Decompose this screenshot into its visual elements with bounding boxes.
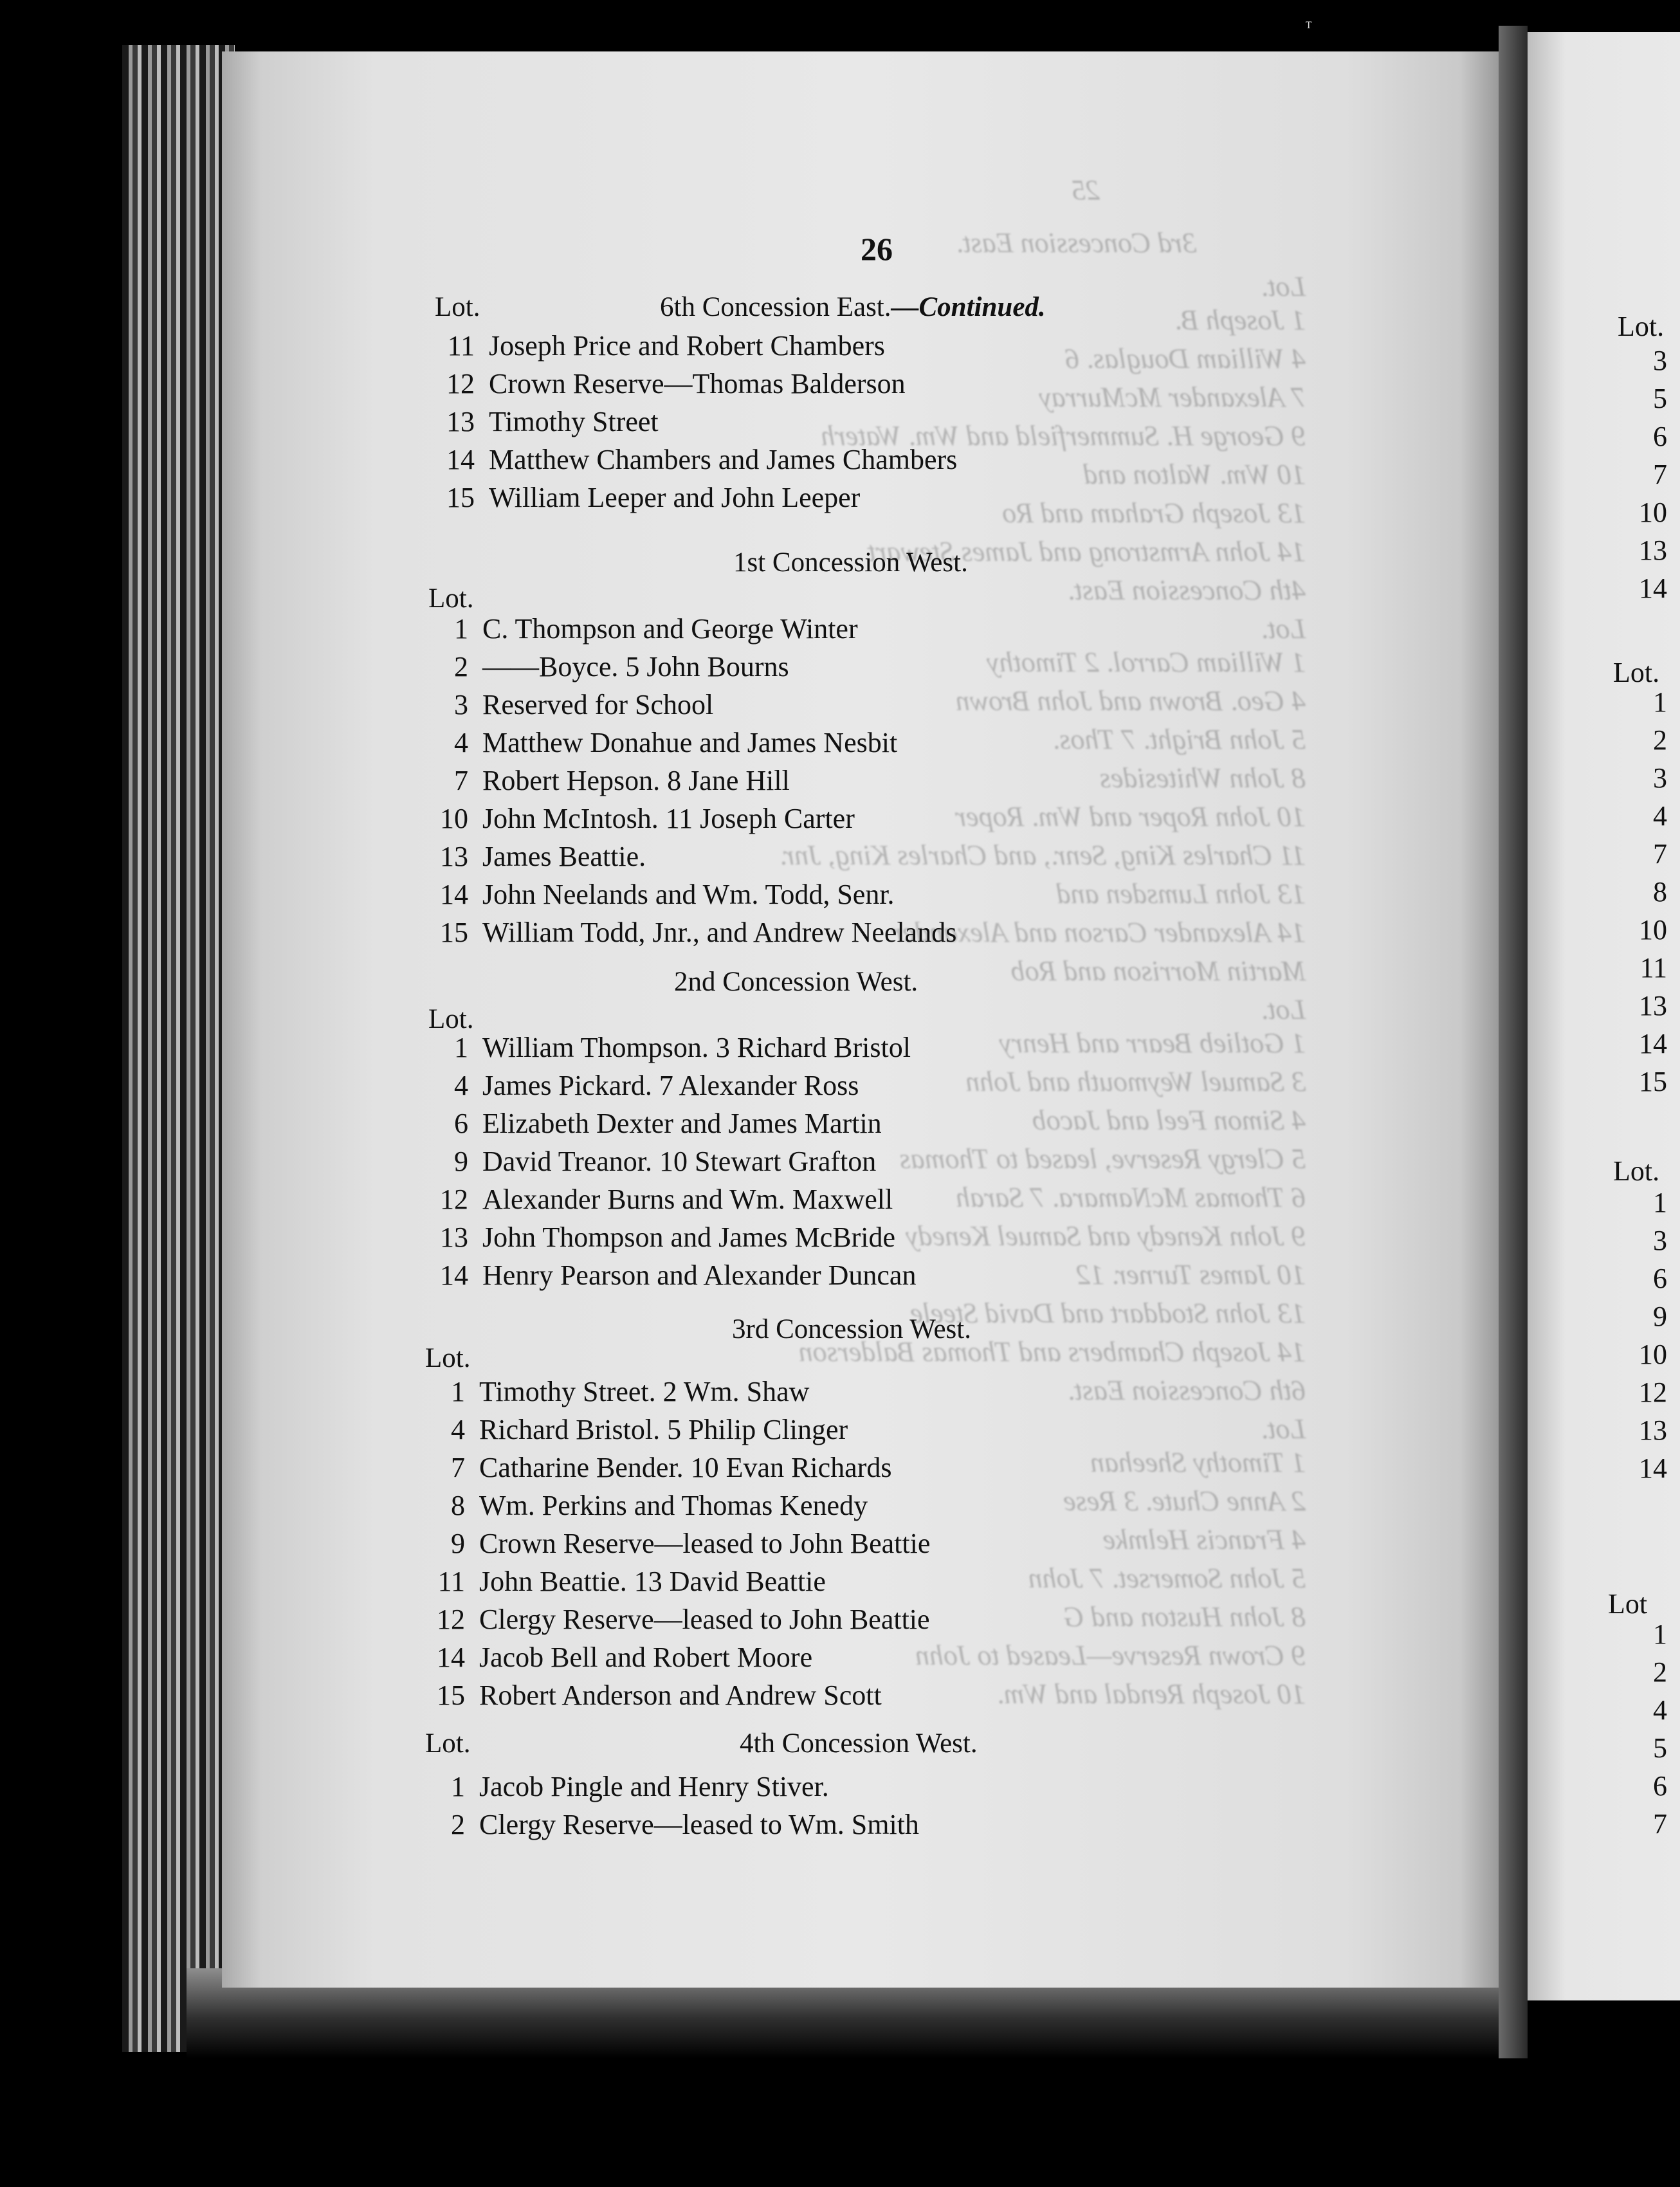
lot-number: 4 [454,727,468,758]
right-lot-number: 3 [1653,1225,1667,1256]
lot-number: 14 [437,1642,465,1673]
lot-owner: Elizabeth Dexter and James Martin [482,1108,882,1139]
right-lot-number: 12 [1639,1377,1667,1408]
right-lot-number: 13 [1639,535,1667,566]
right-lot-number: 11 [1639,952,1667,984]
right-lot-number: 5 [1653,383,1667,414]
lot-number: 9 [451,1528,465,1559]
lot-number: 1 [454,1032,468,1063]
lot-entry [412,1641,812,1674]
lot-entry [415,1069,859,1102]
lot-entry [422,367,906,400]
section-heading [660,291,1046,323]
ghost-line: Martin Morrison and Rob [1010,955,1306,987]
lot-owner: Crown Reserve—leased to John Beattie [479,1528,931,1559]
right-lot-number: 14 [1639,1028,1667,1059]
lot-owner: Robert Anderson and Andrew Scott [479,1679,882,1711]
section-heading-continued: —Continued. [891,292,1046,322]
page-number: 26 [861,231,893,267]
lot-entry [422,481,860,514]
right-lot-label: Lot. [1613,657,1660,688]
lot-entry [412,1527,930,1560]
right-lot-number: 6 [1653,421,1667,452]
lot-number: 7 [451,1452,465,1483]
right-lot-number: 2 [1653,724,1667,756]
lot-number: 4 [451,1414,465,1445]
lot-column-label: Lot. [425,1343,471,1373]
lot-owner: James Beattie. [482,841,646,872]
lot-owner: Richard Bristol. 5 Philip Clinger [479,1414,848,1445]
ghost-line: 10 Wm. Walton and [1083,459,1306,490]
lot-owner: Matthew Donahue and James Nesbit [482,727,898,758]
right-lot-number: 10 [1639,497,1667,528]
lot-number: 11 [447,330,475,361]
lot-column-label: Lot. [428,1004,474,1034]
lot-owner: Robert Hepson. 8 Jane Hill [482,765,790,796]
lot-column-label: Lot. [435,292,480,322]
lot-owner: Catharine Bender. 10 Evan Richards [479,1452,892,1483]
right-lot-number: 10 [1639,1339,1667,1370]
ghost-line: 13 Joseph Graham and Ro [1002,497,1306,529]
ghost-line: 4 William Douglas. 6 [1064,343,1306,374]
lot-number: 15 [446,482,475,513]
right-lot-number: 4 [1653,1694,1667,1726]
scan-speck: ᵀ [1306,18,1312,37]
lot-owner: Alexander Burns and Wm. Maxwell [482,1184,893,1215]
ghost-line: 13 John Stoddart and David Steele [910,1297,1306,1329]
lot-entry [412,1808,919,1841]
right-lot-number: 8 [1653,876,1667,908]
lot-number: 6 [454,1108,468,1139]
lot-entry [415,840,646,873]
section-heading-text: 4th Concession West. [740,1728,978,1759]
lot-owner: James Pickard. 7 Alexander Ross [482,1070,859,1101]
ghost-line: 9 George H. Summerfield and Wm. Waterh [821,420,1306,452]
ghost-line: 9 Crown Reserve—Leased to John [915,1640,1306,1671]
lot-column-label: Lot. [428,583,474,614]
section-heading [732,1313,971,1345]
ghost-line: 4 Francis Helmke [1102,1524,1306,1555]
right-lot-number: 4 [1653,800,1667,832]
lot-owner: Jacob Pingle and Henry Stiver. [479,1771,829,1802]
lot-entry [422,329,885,362]
right-lot-number: 1 [1653,1187,1667,1218]
lot-number: 13 [440,841,468,872]
lot-entry [412,1413,848,1446]
right-lot-number: 13 [1639,990,1667,1021]
lot-owner: John Neelands and Wm. Todd, Senr. [482,879,895,910]
ghost-line: 14 Alexander Carson and Alexander [891,917,1306,948]
ghost-line: 10 James Turner. 12 [1076,1259,1306,1290]
lot-owner: Jacob Bell and Robert Moore [479,1642,813,1673]
lot-entry [415,1031,911,1064]
section-heading-text: 1st Concession West. [733,547,968,578]
lot-number: 12 [446,368,475,399]
lot-column-label: Lot. [425,1728,471,1759]
ghost-line: 4 Geo. Brown and John Brown [955,685,1306,717]
lot-number: 8 [451,1490,465,1521]
ghost-line: 10 John Roper and Wm. Roper [954,801,1306,832]
lot-entry [422,405,659,438]
lot-number: 14 [440,1259,468,1291]
lot-owner: William Leeper and John Leeper [489,482,861,513]
lot-owner: ——Boyce. 5 John Bourns [482,651,789,682]
lot-owner: Matthew Chambers and James Chambers [489,444,958,475]
lot-owner: Clergy Reserve—leased to John Beattie [479,1604,930,1635]
lot-entry [415,764,790,797]
lot-entry [412,1603,930,1636]
lot-entry [412,1770,829,1803]
lot-entry [415,878,895,911]
lot-owner: William Thompson. 3 Richard Bristol [482,1032,911,1063]
lot-number: 2 [454,651,468,682]
lot-owner: Reserved for School [482,689,714,720]
ghost-line: 4th Concession East. [1067,574,1306,606]
ghost-line: 10 Joseph Rendal and Wm. [996,1678,1306,1710]
lot-entry [415,1145,876,1178]
ghost-line: 9 John Kenedy and Samuel Kenedy [906,1220,1306,1252]
ghost-line: 11 Charles King, Senr., and Charles King, Jnr. [779,839,1306,871]
ghost-line: 2 Anne Chute. 3 Rese [1063,1485,1306,1517]
ghost-line: 1 Joseph B. [1174,304,1306,336]
lot-number: 9 [454,1146,468,1177]
lot-number: 2 [451,1809,465,1840]
right-lot-number: 14 [1639,572,1667,604]
right-lot-label: Lot [1608,1588,1648,1620]
ghost-line: 6 Thomas McNamara. 7 Sarah [956,1182,1306,1213]
lot-entry [422,443,957,476]
lot-number: 1 [451,1376,465,1407]
lot-entry [415,726,897,759]
ghost-line: 6th Concession East. [1067,1375,1306,1406]
ghost-line: 5 John Somerset. 7 John [1028,1562,1306,1594]
right-lot-number: 7 [1653,838,1667,870]
section-heading [674,966,918,998]
lot-entry [415,688,713,721]
lot-owner: Joseph Price and Robert Chambers [489,330,885,361]
ghost-header: 3rd Concession East. [956,227,1196,259]
lot-number: 14 [446,444,475,475]
lot-owner: William Todd, Jnr., and Andrew Neelands [482,917,957,948]
lot-number: 10 [440,803,468,834]
ghost-line: 1 William Carrol. 2 Timothy [987,646,1306,678]
right-lot-number: 6 [1653,1263,1667,1294]
right-lot-number: 2 [1653,1656,1667,1688]
lot-number: 3 [454,689,468,720]
lot-number: 12 [440,1184,468,1215]
lot-entry [415,612,858,645]
ghost-line: 5 Clergy Reserve, leased to Thomas [899,1143,1306,1175]
ghost-line: 1 Timothy Sheehan [1090,1447,1306,1478]
right-lot-number: 5 [1653,1732,1667,1764]
right-lot-number: 7 [1653,459,1667,490]
lot-number: 12 [437,1604,465,1635]
right-lot-number: 10 [1639,914,1667,946]
ghost-line: 8 John Huston and G [1063,1601,1306,1633]
right-lot-number: 13 [1639,1414,1667,1446]
lot-owner: John Thompson and James McBride [482,1222,896,1253]
ghost-line: 1 Gotlieb Bearr and Henry [999,1027,1306,1059]
lot-entry [412,1375,809,1408]
lot-entry [412,1489,868,1522]
ghost-page-number: 25 [1072,174,1100,206]
lot-number: 11 [437,1566,465,1597]
ghost-line: Lot. [1261,613,1306,645]
right-lot-number: 15 [1639,1066,1667,1097]
lot-owner: Timothy Street. 2 Wm. Shaw [479,1376,810,1407]
right-lot-number: 9 [1653,1301,1667,1332]
lot-owner: Crown Reserve—Thomas Balderson [489,368,906,399]
ghost-line: 8 John Whitesides [1099,762,1306,794]
lot-owner: Wm. Perkins and Thomas Kenedy [479,1490,868,1521]
lot-number: 15 [440,917,468,948]
lot-owner: Clergy Reserve—leased to Wm. Smith [479,1809,919,1840]
ghost-line: 4 Simon Feel and Jacob [1032,1104,1306,1136]
right-lot-number: 1 [1653,686,1667,718]
lot-number: 4 [454,1070,468,1101]
lot-entry [415,916,956,949]
lot-entry [415,1221,895,1254]
right-lot-number: 14 [1639,1452,1667,1484]
lot-number: 13 [446,406,475,437]
lot-owner: Timothy Street [489,406,659,437]
right-lot-number: 7 [1653,1808,1667,1840]
lot-number: 1 [451,1771,465,1802]
ghost-line: Lot. [1261,994,1306,1025]
lot-entry [415,1183,893,1216]
book-page-edges [122,45,235,2052]
lot-owner: David Treanor. 10 Stewart Grafton [482,1146,877,1177]
ghost-line: 3 Samuel Weymouth and John [965,1066,1306,1097]
lot-number: 15 [437,1679,465,1711]
ghost-line: Lot. [1261,1413,1306,1445]
right-lot-number: 3 [1653,345,1667,376]
right-lot-label: Lot. [1613,1155,1660,1187]
book-gutter [1499,26,1528,2058]
section-heading [733,547,968,578]
lot-entry [415,802,855,835]
lot-number: 14 [440,879,468,910]
ghost-line: 13 John Lumsden and [1056,878,1306,910]
section-heading-text: 3rd Concession West. [732,1314,971,1344]
lot-entry [415,650,789,683]
ghost-line: 5 John Bright. 7 Thos. [1052,724,1306,755]
ghost-line: Lot. [1261,271,1306,302]
lot-owner: Henry Pearson and Alexander Duncan [482,1259,917,1291]
lot-number: 7 [454,765,468,796]
lot-number: 13 [440,1222,468,1253]
lot-owner: John Beattie. 13 David Beattie [479,1566,826,1597]
lot-entry [412,1451,891,1484]
ghost-line: 7 Alexander McMurray [1039,381,1306,413]
right-lot-number: 1 [1653,1618,1667,1650]
right-lot-number: 6 [1653,1770,1667,1802]
lot-entry [415,1259,916,1292]
section-heading [740,1728,978,1759]
lot-owner: C. Thompson and George Winter [482,613,858,645]
section-heading-text: 2nd Concession West. [674,967,918,997]
ghost-line: 14 Joseph Chambers and Thomas Balderson [798,1336,1306,1368]
right-lot-number: 3 [1653,762,1667,794]
lot-entry [412,1565,826,1598]
section-heading-text: 6th Concession East. [660,292,891,322]
lot-owner: John McIntosh. 11 Joseph Carter [482,803,855,834]
lot-number: 1 [454,613,468,645]
right-lot-label: Lot. [1618,311,1665,342]
lot-entry [415,1107,882,1140]
ghost-line: 14 John Armstrong and James Stewart [868,536,1306,567]
lot-entry [412,1679,882,1712]
